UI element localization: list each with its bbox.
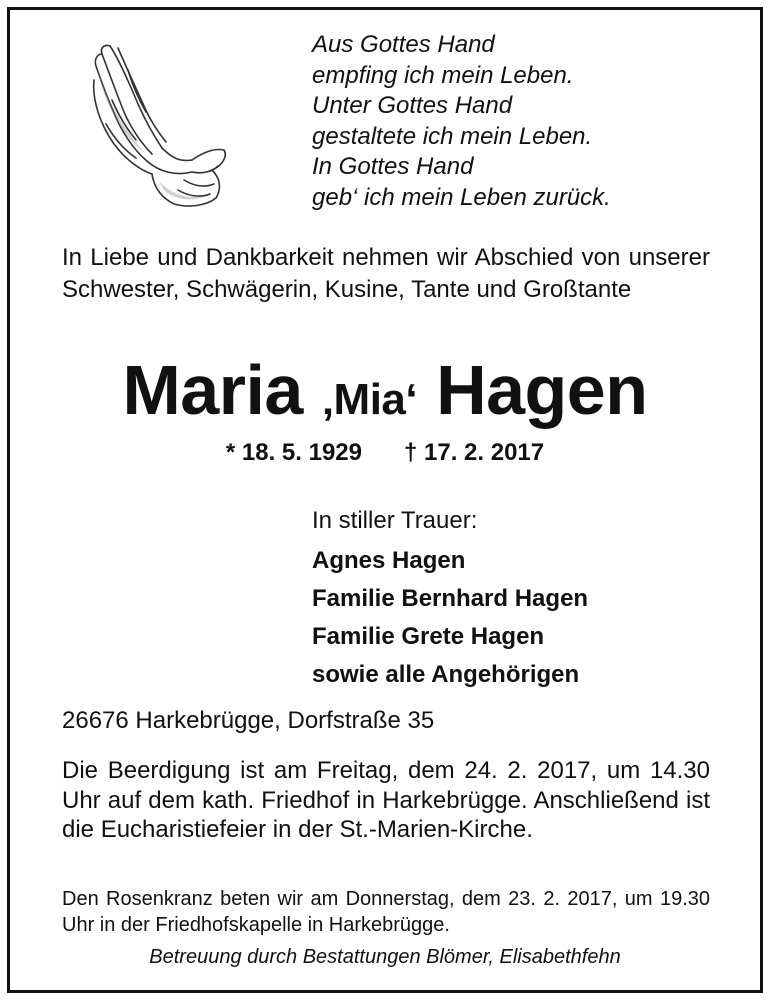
poem-line: gestaltete ich mein Leben.	[312, 122, 593, 150]
funeral-info: Die Beerdigung ist am Freitag, dem 24. 2. 2017, um 14.30 Uhr auf dem kath. Friedhof in Harkebrügge. Anschließend ist die Eucharistiefeier in der St.-Marien-Kirche.	[62, 757, 710, 843]
deceased-name	[0, 350, 770, 440]
death-date: † 17. 2. 2017	[404, 439, 545, 466]
birth-date: * 18. 5. 1929	[225, 439, 362, 466]
last-name: Hagen	[436, 351, 648, 429]
undertaker-credit: Betreuung durch Bestattungen Blömer, Elisabethfehn	[149, 946, 621, 968]
farewell-text: In Liebe und Dankbarkeit nehmen wir Abschied von unserer Schwester, Schwägerin, Kusine, Tante und Großtante	[62, 244, 710, 303]
first-name: Maria	[122, 351, 303, 429]
mourner-name: sowie alle Angehörigen	[312, 661, 580, 688]
mourning-label: In stiller Trauer:	[312, 507, 478, 534]
poem-line: geb‘ ich mein Leben zurück.	[312, 183, 611, 211]
poem	[312, 30, 611, 213]
address: 26676 Harkebrügge, Dorfstraße 35	[62, 707, 435, 734]
mourner-name: Agnes Hagen	[312, 547, 466, 574]
life-dates	[0, 438, 770, 468]
poem-line: In Gottes Hand	[312, 153, 474, 180]
mourners-list	[312, 542, 588, 694]
poem-line: empfing ich mein Leben.	[312, 61, 574, 89]
praying-hands-icon	[88, 40, 233, 210]
poem-line: Unter Gottes Hand	[312, 92, 513, 119]
rosary-info: Den Rosenkranz beten wir am Donnerstag, dem 23. 2. 2017, um 19.30 Uhr in der Friedhofskapelle in Harkebrügge.	[62, 888, 710, 936]
mourner-name: Familie Grete Hagen	[312, 623, 545, 650]
nickname: ‚Mia‘	[321, 375, 418, 424]
poem-line: Aus Gottes Hand	[312, 31, 495, 58]
mourner-name: Familie Bernhard Hagen	[312, 585, 589, 612]
